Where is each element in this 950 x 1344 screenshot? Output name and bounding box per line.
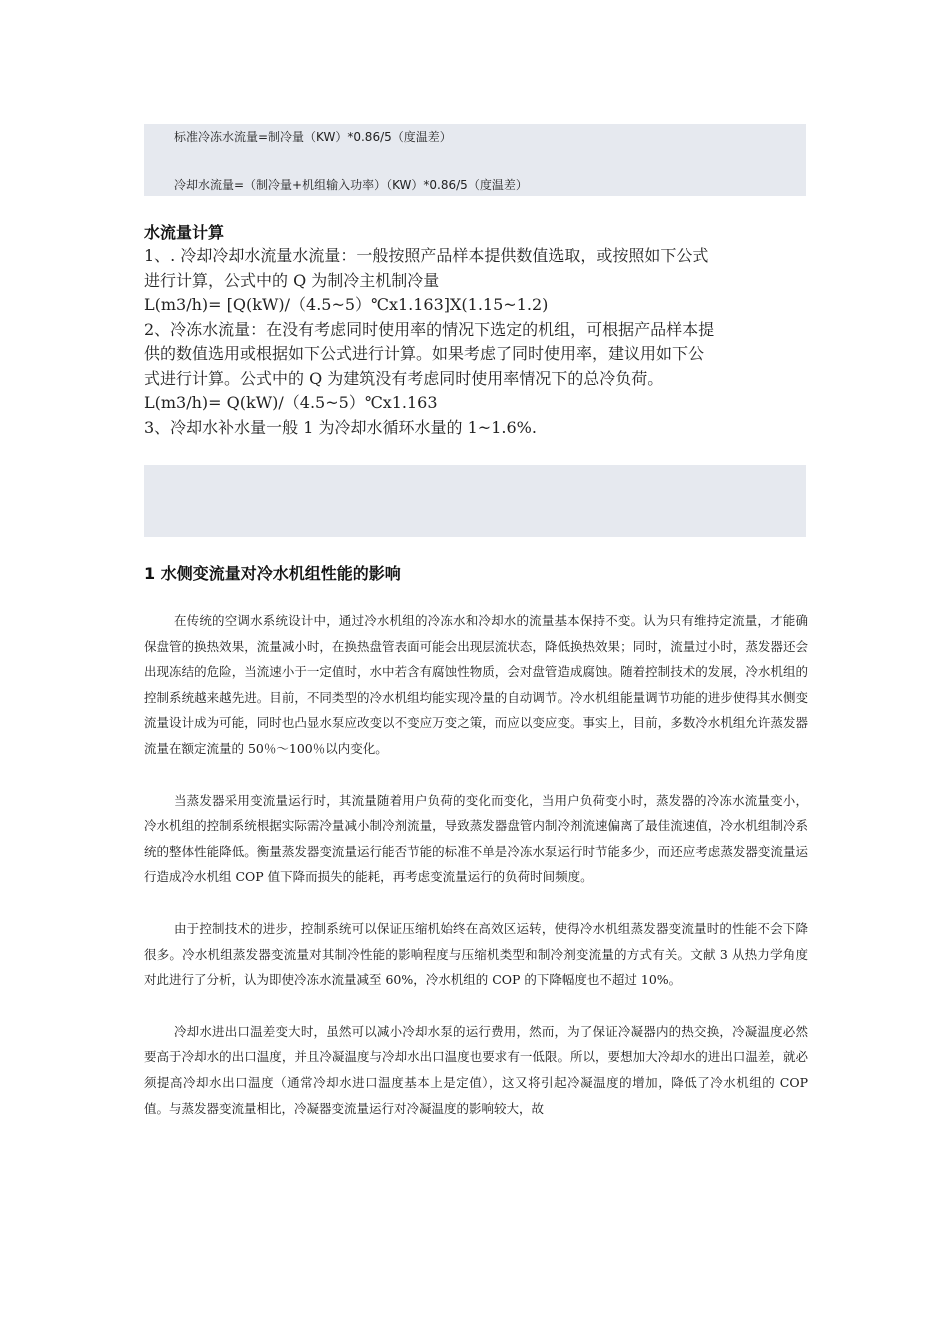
standard-chilled-water-formula: 标准冷冻水流量=制冷量（KW）*0.86/5（度温差） [174, 130, 452, 144]
calc-heading: 水流量计算 [144, 223, 225, 242]
article-body [144, 608, 808, 1147]
calc-line: 2、冷冻水流量：在没有考虑同时使用率的情况下选定的机组，可根据产品样本提 [144, 319, 715, 339]
calc-line: 1、. 冷却冷却水流量水流量：一般按照产品样本提供数值选取，或按照如下公式 [144, 246, 709, 265]
calc-line: L(m3/h)= Q(kW)/（4.5~5）℃x1.163 [144, 393, 438, 412]
section-title: 1 水侧变流量对冷水机组性能的影响 [144, 564, 401, 583]
paragraph: 冷却水进出口温差变大时，虽然可以减小冷却水泵的运行费用，然而，为了保证冷凝器内的热交换，冷凝温度必然要高于冷却水的出口温度，并且冷凝温度与冷却水出口温度也要求有一低限。所以，要想加大冷却水的进出口温差，就必须提高冷却水出口温度（通常冷却水进口温度基本上是定值），这又将引起冷凝温度的增加，降低了冷水机组的 COP 值。与蒸发器变流量相比，冷凝器变流量运行对冷凝温度的影响较大，故 [144, 1023, 808, 1116]
paragraph: 当蒸发器采用变流量运行时，其流量随着用户负荷的变化而变化，当用户负荷变小时，蒸发器的冷冻水流量变小，冷水机组的控制系统根据实际需冷量减小制冷剂流量，导致蒸发器盘管内制冷剂流速偏离了最佳流速值，冷水机组制冷系统的整体性能降低。衡量蒸发器变流量运行能否节能的标准不单是冷冻水泵运行时节能多少，而还应考虑蒸发器变流量运行造成冷水机组 COP 值下降而损失的能耗，再考虑变流量运行的负荷时间频度。 [144, 792, 808, 885]
calc-line: 供的数值选用或根据如下公式进行计算。如果考虑了同时使用率，建议用如下公 [144, 344, 705, 363]
calc-line: 3、冷却水补水量一般 1 为冷却水循环水量的 1~1.6%. [144, 417, 537, 437]
calc-line: 式进行计算。公式中的 Q 为建筑没有考虑同时使用率情况下的总冷负荷。 [144, 368, 664, 388]
calc-line: 进行计算，公式中的 Q 为制冷主机制冷量 [144, 270, 440, 290]
empty-shaded-box [144, 465, 806, 537]
water-flow-calculation-section [144, 222, 814, 440]
paragraph: 在传统的空调水系统设计中，通过冷水机组的冷冻水和冷却水的流量基本保持不变。认为只有维持定流量，才能确保盘管的换热效果，流量减小时，在换热盘管表面可能会出现层流状态，降低换热效果；同时，流量过小时，蒸发器还会出现冻结的危险，当流速小于一定值时，水中若含有腐蚀性物质，会对盘管造成腐蚀。随着控制技术的发展，冷水机组的控制系统越来越先进。目前，不同类型的冷水机组均能实现冷量的自动调节。冷水机组能量调节功能的进步使得其水侧变流量设计成为可能，同时也凸显水泵应改变以不变应万变之策，而应以变应变。事实上，目前，多数冷水机组允许蒸发器流量在额定流量的 50％～100％以内变化。 [144, 613, 808, 756]
cooling-water-formula: 冷却水流量=（制冷量+机组输入功率）（KW）*0.86/5（度温差） [174, 178, 528, 192]
calc-line: L(m3/h)= [Q(kW)/（4.5~5）℃x1.163]X(1.15~1.2) [144, 295, 549, 314]
paragraph: 由于控制技术的进步，控制系统可以保证压缩机始终在高效区运转，使得冷水机组蒸发器变流量时的性能不会下降很多。冷水机组蒸发器变流量对其制冷性能的影响程度与压缩机类型和制冷剂变流量的方式有关。文献 3 从热力学角度对此进行了分析，认为即使冷冻水流量减至 60%，冷水机组的 COP 的下降幅度也不超过 10%。 [144, 920, 808, 988]
